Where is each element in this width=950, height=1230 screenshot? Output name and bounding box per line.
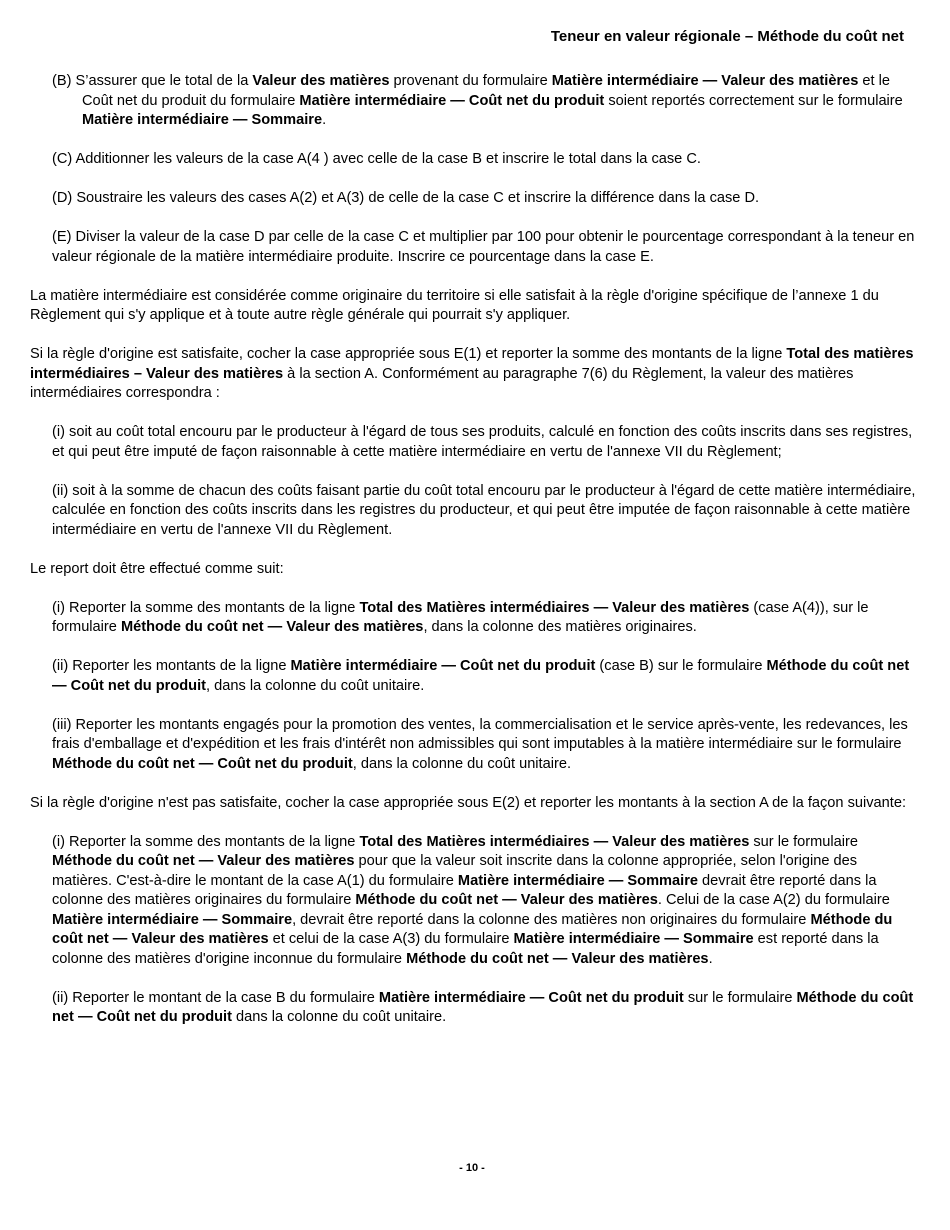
not-satisfied-step-ii: (ii) Reporter le montant de la case B du formulaire Matière intermédiaire — Coût net du produit sur le formulaire Méthode du coût net — Coût net du produit dans la colonne du coût unitaire. bbox=[52, 989, 914, 1025]
item-e-label: (E) bbox=[52, 229, 72, 245]
not-satisfied-step-i: (i) Reporter la somme des montants de la ligne Total des Matières intermédiaires — Valeur des matières sur le formulaire Méthode du coût net — Valeur des matières pour que la valeur soit inscrite dans la colonne appropriée, selon l'origine des matières. C'est-à-dire le montant de la case A(1) du formulaire Matière intermédiaire — Sommaire devrait être reporté dans la colonne des matières originaires du formulaire Méthode du coût net — Valeur des matières. Celui de la case A(2) du formulaire Matière intermédiaire — Sommaire, devrait être reporté dans la colonne des matières non originaires du formulaire Méthode du coût net — Valeur des matières et celui de la case A(3) du formulaire Matière intermédiaire — Sommaire est reporté dans la colonne des matières d'origine inconnue du formulaire Méthode du coût net — Valeur des matières. bbox=[52, 833, 893, 967]
item-c: (C) Additionner les valeurs de la case A(4 ) avec celle de la case B et inscrire le total dans la case C. bbox=[52, 151, 701, 167]
paragraph-rule-satisfied: Si la règle d'origine est satisfaite, cocher la case appropriée sous E(1) et reporter la somme des montants de la ligne Total des matières intermédiaires – Valeur des matières à la section A. Conformément au paragraphe 7(6) du Règlement, la valeur des matières intermédiaires correspondra : bbox=[30, 346, 914, 401]
item-b: (B) S’assurer que le total de la Valeur des matières provenant du formulaire Matière intermédiaire — Valeur des matières et le Coût net du produit du formulaire Matière intermédiaire — Coût net du produit soient reportés correctement sur le formulaire Matière intermédiaire — Sommaire. bbox=[52, 73, 903, 128]
paragraph-report-intro: Le report doit être effectué comme suit: bbox=[30, 560, 284, 577]
item-d-label: (D) bbox=[52, 190, 73, 206]
item-b-label: (B) bbox=[52, 73, 72, 89]
report-step-iii: (iii) Reporter les montants engagés pour la promotion des ventes, la commercialisation et le service après-vente, les redevances, les frais d'emballage et d'expédition et les frais d'intérêt non admissibles qui sont imputables à la matière intermédiaire sur le formulaire Méthode du coût net — Coût net du produit, dans la colonne du coût unitaire. bbox=[52, 716, 908, 772]
value-option-i: (i) soit au coût total encouru par le producteur à l'égard de tous ses produits, calculé en fonction des coûts inscrits dans ses registres, et qui peut être imputé de façon raisonnable à cette matière intermédiaire en vertu de l'annexe VII du Règlement; bbox=[52, 424, 913, 460]
report-step-i: (i) Reporter la somme des montants de la ligne Total des Matières intermédiaires — Valeur des matières (case A(4)), sur le formulaire Méthode du coût net — Valeur des matières, dans la colonne des matières originaires. bbox=[52, 599, 869, 635]
item-c-label: (C) bbox=[52, 151, 73, 167]
document-body bbox=[30, 72, 918, 1047]
paragraph-rule-not-satisfied: Si la règle d'origine n'est pas satisfaite, cocher la case appropriée sous E(2) et reporter les montants à la section A de la façon suivante: bbox=[30, 794, 907, 811]
page-header-title: Teneur en valeur régionale – Méthode du coût net bbox=[550, 28, 904, 45]
paragraph-origin: La matière intermédiaire est considérée comme originaire du territoire si elle satisfait à la règle d'origine spécifique de l’annexe 1 du Règlement qui s'y applique et à toute autre règle générale qui pourrait s'y appliquer. bbox=[30, 287, 879, 323]
report-step-ii: (ii) Reporter les montants de la ligne Matière intermédiaire — Coût net du produit (case B) sur le formulaire Méthode du coût net — Coût net du produit, dans la colonne du coût unitaire. bbox=[52, 658, 910, 694]
item-e: (E) Diviser la valeur de la case D par celle de la case C et multiplier par 100 pour obtenir le pourcentage correspondant à la teneur en valeur régionale de la matière intermédiaire produite. Inscrire ce pourcentage dans la case E. bbox=[52, 229, 915, 265]
item-d: (D) Soustraire les valeurs des cases A(2) et A(3) de celle de la case C et inscrire la différence dans la case D. bbox=[52, 190, 760, 206]
page-number: - 10 - bbox=[459, 1162, 485, 1174]
value-option-ii: (ii) soit à la somme de chacun des coûts faisant partie du coût total encouru par le producteur à l'égard de cette matière intermédiaire, calculée en fonction des coûts inscrits dans les registres du producteur, et qui peut être imputée de façon raisonnable à cette matière intermédiaire en vertu de l'annexe VII du Règlement. bbox=[52, 482, 916, 538]
